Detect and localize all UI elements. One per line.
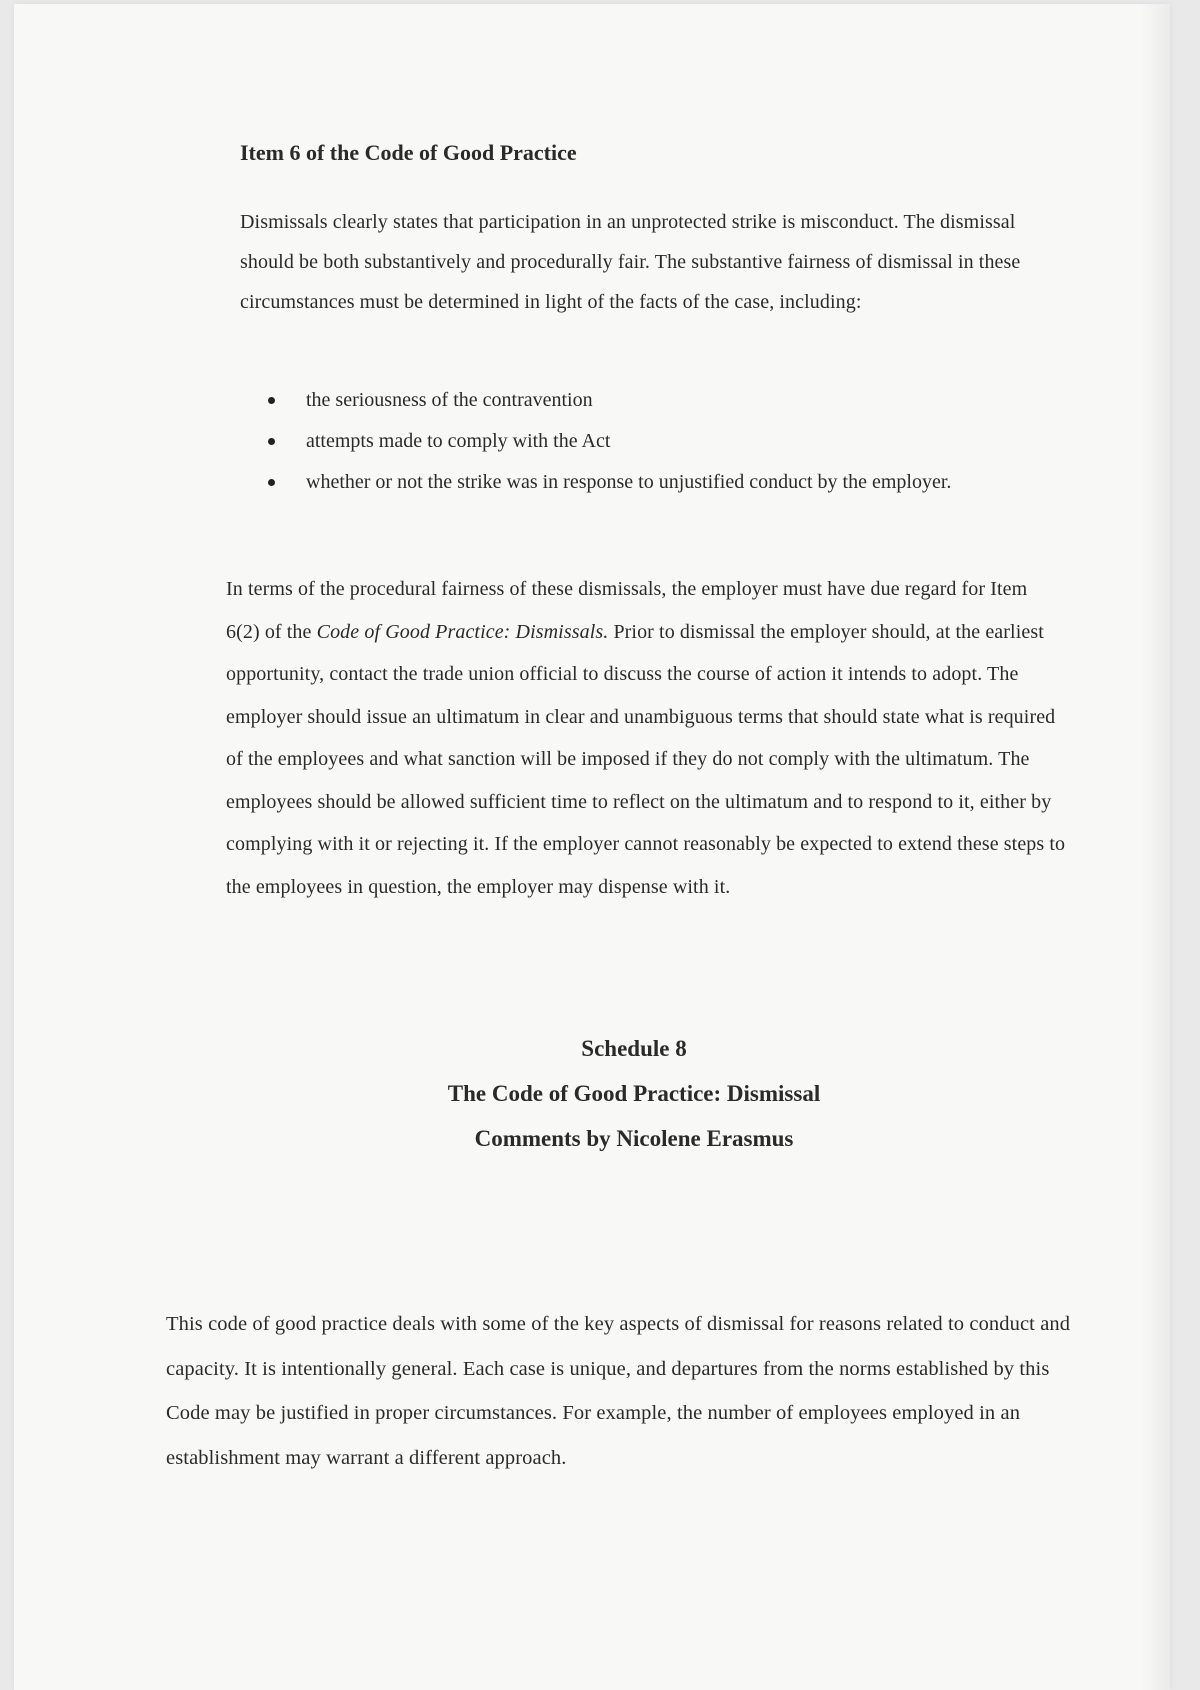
page-edge-shade (1140, 4, 1170, 1690)
paragraph-intro: Dismissals clearly states that participation in an unprotected strike is misconduct. The dismissal should be both substantively and procedurally fair. The substantive fairness of dismissal in these circumstances must be determined in light of the facts of the case, including: (240, 211, 1021, 313)
paragraph-procedural-fairness (226, 568, 1066, 908)
bullet-list (268, 380, 1064, 503)
document-page (14, 4, 1170, 1690)
schedule-title: The Code of Good Practice: Dismissal (447, 1081, 821, 1106)
paragraph-text: In terms of the procedural fairness of these dismissals, the employer must have due regard for Item 6(2) of the (226, 578, 1028, 643)
schedule-author: Comments by Nicolene Erasmus (474, 1126, 794, 1151)
bullet-item: attempts made to comply with the Act (268, 421, 1064, 462)
bullet-item: whether or not the strike was in response to unjustified conduct by the employer. (268, 462, 1064, 503)
code-title-italic: Code of Good Practice: Dismissals. (316, 620, 609, 643)
paragraph-text: Prior to dismissal the employer should, at the earliest opportunity, contact the trade union official to discuss the course of action it intends to adopt. The employer should issue an ultimatum in clear and unambiguous terms that should state what is required of the employees and what sanction will be imposed if they do not comply with the ultimatum. The employees should be allowed sufficient time to reflect on the ultimatum and to respond to it, either by complying with it or rejecting it. If the employer cannot reasonably be expected to extend these steps to the employees in question, the employer may dispense with it. (226, 620, 1066, 898)
paragraph-code-overview: This code of good practice deals with some of the key aspects of dismissal for reasons related to conduct and capacity. It is intentionally general. Each case is unique, and departures from the norms established by this Code may be justified in proper circumstances. For example, the number of employees employed in an establishment may warrant a different approach. (166, 1313, 1071, 1469)
bullet-item: the seriousness of the contravention (268, 380, 1064, 421)
schedule-number: Schedule 8 (581, 1036, 687, 1061)
section-heading: Item 6 of the Code of Good Practice (240, 140, 577, 165)
schedule-title-block (354, 1026, 914, 1161)
